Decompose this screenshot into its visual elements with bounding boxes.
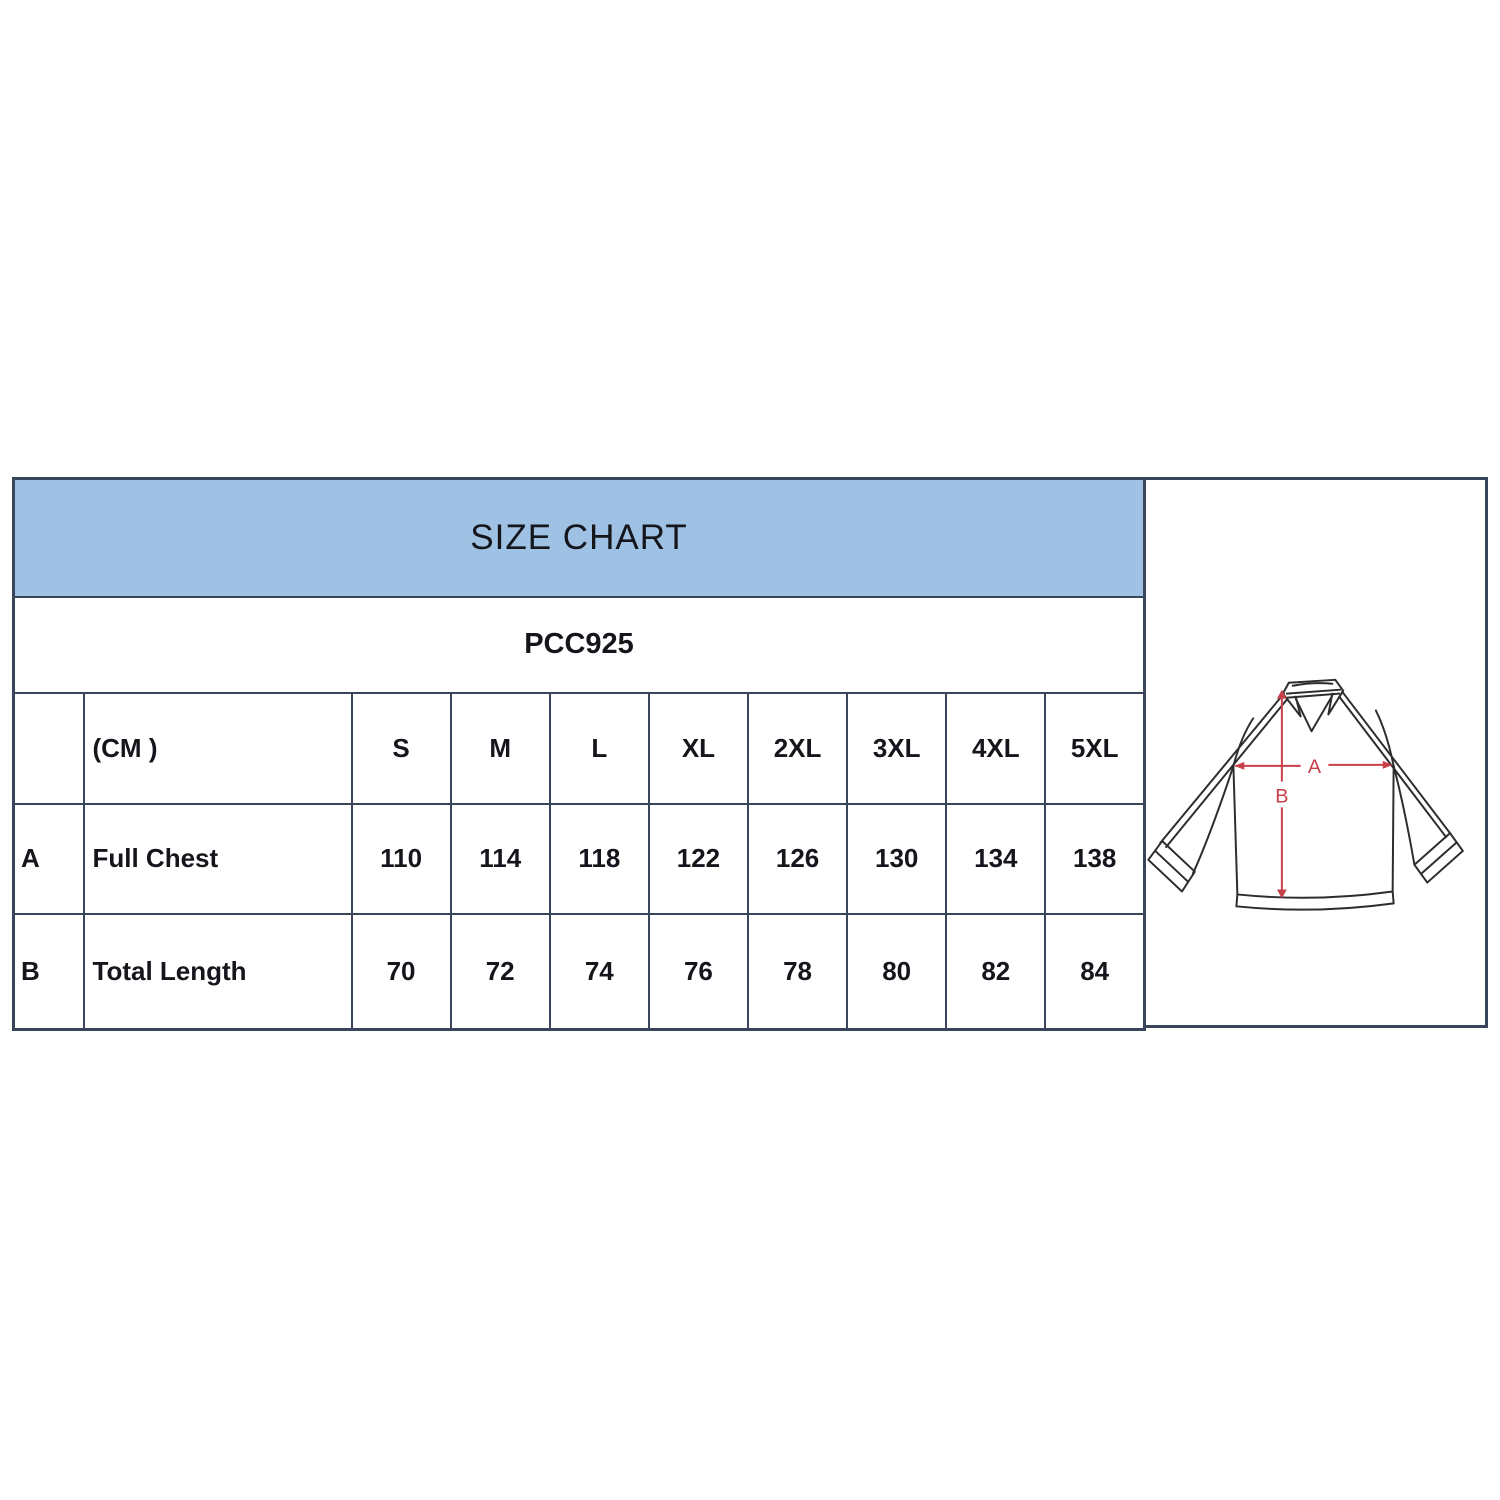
- size-chart-table: [12, 477, 1146, 1031]
- row-key-a: A: [14, 804, 84, 914]
- model-code: PCC925: [14, 597, 1145, 693]
- size-header-4xl: 4XL: [946, 693, 1045, 804]
- full-chest-xl: 122: [649, 804, 748, 914]
- row-key-b: B: [14, 914, 84, 1030]
- unit-header-cell: (CM ): [84, 693, 352, 804]
- corner-empty-cell: [14, 693, 84, 804]
- total-length-m: 72: [451, 914, 550, 1030]
- row-label-total-length: Total Length: [84, 914, 352, 1030]
- size-header-5xl: 5XL: [1045, 693, 1144, 804]
- size-chart-title: SIZE CHART: [14, 479, 1145, 597]
- length-label: B: [1275, 785, 1289, 808]
- total-length-3xl: 80: [847, 914, 946, 1030]
- size-header-l: L: [550, 693, 649, 804]
- size-header-2xl: 2XL: [748, 693, 847, 804]
- size-header-xl: XL: [649, 693, 748, 804]
- table-row-total-length: [14, 914, 1145, 1030]
- full-chest-l: 118: [550, 804, 649, 914]
- full-chest-5xl: 138: [1045, 804, 1144, 914]
- chest-label: A: [1307, 755, 1322, 778]
- full-chest-4xl: 134: [946, 804, 1045, 914]
- chest-arrow-right: [1383, 761, 1393, 769]
- shirt-illustration: [1146, 480, 1485, 1025]
- size-chart-layout: [12, 477, 1488, 1031]
- total-length-l: 74: [550, 914, 649, 1030]
- total-length-2xl: 78: [748, 914, 847, 1030]
- garment-diagram-panel: [1146, 477, 1488, 1028]
- full-chest-m: 114: [451, 804, 550, 914]
- size-header-s: S: [352, 693, 451, 804]
- full-chest-2xl: 126: [748, 804, 847, 914]
- total-length-xl: 76: [649, 914, 748, 1030]
- table-row-full-chest: [14, 804, 1145, 914]
- total-length-5xl: 84: [1045, 914, 1144, 1030]
- row-label-full-chest: Full Chest: [84, 804, 352, 914]
- total-length-4xl: 82: [946, 914, 1045, 1030]
- full-chest-3xl: 130: [847, 804, 946, 914]
- shirt-outline: [1148, 680, 1463, 910]
- measurement-indicators: [1234, 690, 1392, 899]
- size-header-3xl: 3XL: [847, 693, 946, 804]
- full-chest-s: 110: [352, 804, 451, 914]
- size-header-m: M: [451, 693, 550, 804]
- total-length-s: 70: [352, 914, 451, 1030]
- size-header-row: [14, 693, 1145, 804]
- model-row: [14, 597, 1145, 693]
- title-row: [14, 479, 1145, 597]
